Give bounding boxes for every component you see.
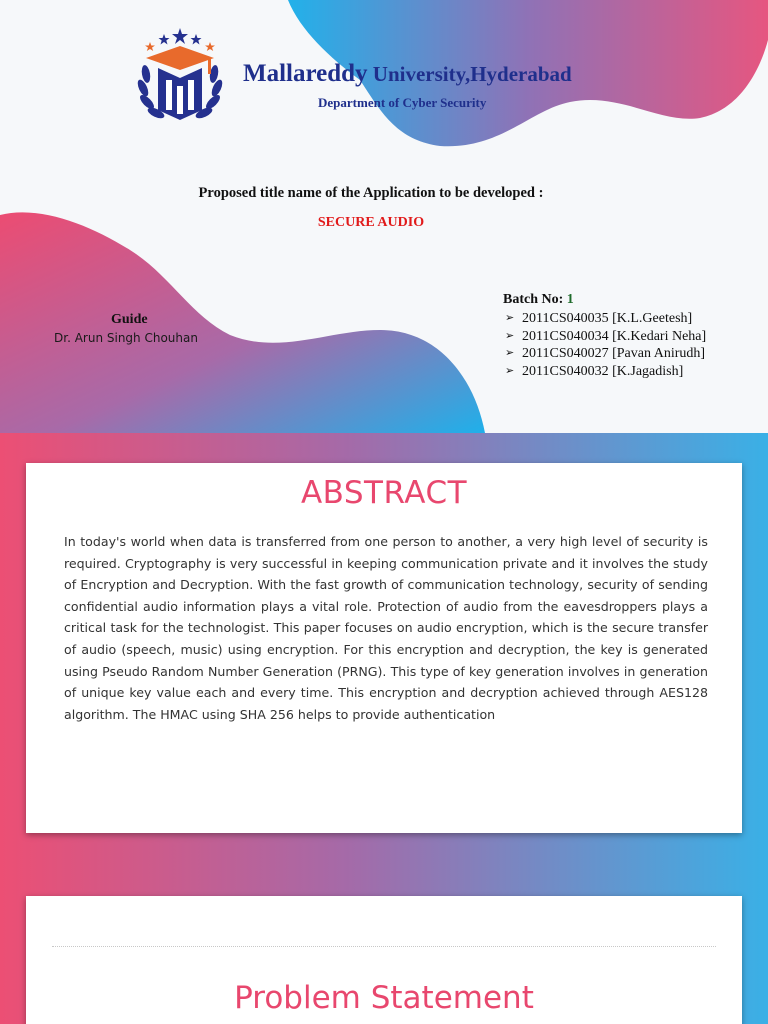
list-item [505,310,706,328]
member-list [505,310,706,380]
batch-number [503,292,574,308]
title-slide [0,0,768,433]
list-item [505,328,706,346]
abstract-card [26,463,742,833]
university-logo-icon [128,28,232,124]
university-name-main: Mallareddy [243,60,368,87]
university-name [243,60,572,88]
abstract-title: ABSTRACT [300,475,468,511]
arrowhead-bullet-icon: ➢ [505,364,515,377]
application-title: SECURE AUDIO [317,215,425,230]
guide-name: Dr. Arun Singh Chouhan [54,331,198,345]
abstract-text: In today's world when data is transferred from one person to another, a very high level of security is required. Cryptography is very successful in keeping communication private and it involves the study of Encryption and Decryption. With the fast growth of communication technology, security of sending confidential audio information plays a vital role. Protection of audio from the eavesdroppers plays a critical task for the technologist. This paper focuses on audio encryption, which is the secure transfer of audio (speech, music) using encryption. For this encryption and decryption, the key is generated using Pseudo Random Number Generation (PRNG). This type of key generation involves in generation of unique key value each and every time. This encryption and decryption achieved through AES128 algorithm. The HMAC using SHA 256 helps to provide authentication [64,534,708,722]
problem-statement-card [26,896,742,1024]
abstract-slide [0,433,768,866]
problem-statement-slide [0,866,768,1024]
member-entry: 2011CS040035 [K.L.Geetesh] [522,311,693,326]
batch-label: Batch No: [503,292,567,307]
university-name-rest: University,Hyderabad [367,62,572,86]
arrowhead-bullet-icon: ➢ [505,312,515,324]
member-entry: 2011CS040032 [K.Jagadish] [522,363,684,379]
divider [52,946,716,947]
list-item [505,345,706,363]
department-name: Department of Cyber Security [318,95,487,110]
arrowhead-bullet-icon: ➢ [505,329,515,342]
member-entry: 2011CS040034 [K.Kedari Neha] [522,328,707,344]
problem-statement-title: Problem Statement [234,980,534,1016]
member-entry: 2011CS040027 [Pavan Anirudh] [522,346,706,361]
arrowhead-bullet-icon: ➢ [505,347,515,359]
guide-label: Guide [111,312,148,327]
list-item [505,363,706,381]
batch-value: 1 [566,292,574,307]
proposal-heading: Proposed title name of the Application to be developed : [198,185,544,201]
